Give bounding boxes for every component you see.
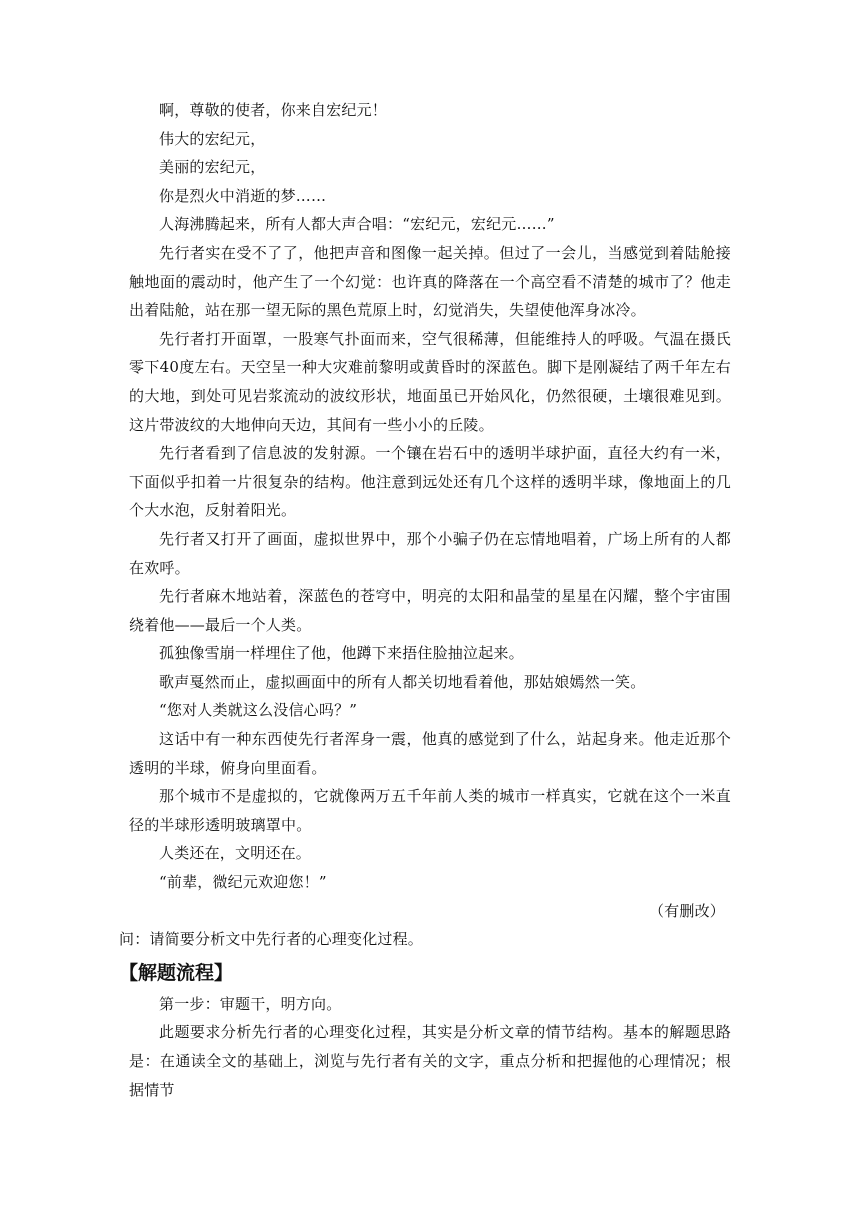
question-text: 问：请简要分析文中先行者的心理变化过程。 xyxy=(119,930,424,949)
paragraph-5: 人海沸腾起来，所有人都大声合唱：“宏纪元，宏纪元……” xyxy=(159,215,555,234)
paragraph-12: 歌声戛然而止，虚拟画面中的所有人都关切地看着他，那姑娘嫣然一笑。 xyxy=(159,672,646,691)
paragraph-17: “前辈，微纪元欢迎您！” xyxy=(159,873,327,892)
paragraph-9: 先行者又打开了画面，虚拟世界中，那个小骗子仍在忘情地唱着，广场上所有的人都在欢呼。 xyxy=(129,529,731,577)
step-1: 第一步：审题干，明方向。 xyxy=(159,994,342,1013)
paragraph-10: 先行者麻木地站着，深蓝色的苍穹中，明亮的太阳和晶莹的星星在闪耀，整个宇宙围绕着他——最后一个人类。 xyxy=(129,587,731,634)
paragraph-4: 你是烈火中消逝的梦…… xyxy=(159,186,327,205)
step-1-body: 此题要求分析先行者的心理变化过程，其实是分析文章的情节结构。基本的解题思路是：在通读全文的基础上，浏览与先行者有关的文字，重点分析和把握他的心理情况；根据情节 xyxy=(129,1023,731,1099)
paragraph-6: 先行者实在受不了了，他把声音和图像一起关掉。但过了一会儿，当感觉到着陆舱接触地面的震动时，他产生了一个幻觉：也许真的降落在一个高空看不清楚的城市了？他走出着陆舱，站在那一望无际的黑色荒原上时，幻觉消失，失望使他浑身冰冷。 xyxy=(129,243,731,320)
paragraph-8: 先行者看到了信息波的发射源。一个镶在岩石中的透明半球护面，直径大约有一米，下面似乎扣着一片很复杂的结构。他注意到远处还有几个这样的透明半球，像地面上的几个大水泡，反射着阳光。 xyxy=(129,444,731,520)
paragraph-11: 孤独像雪崩一样埋住了他，他蹲下来捂住脸抽泣起来。 xyxy=(159,644,524,663)
source-note: （有删改） xyxy=(648,901,725,920)
document-page xyxy=(119,96,731,1104)
paragraph-16: 人类还在，文明还在。 xyxy=(159,844,312,863)
section-heading: 【解题流程】 xyxy=(119,961,234,984)
paragraph-2: 伟大的宏纪元， xyxy=(159,129,266,148)
paragraph-13: “您对人类就这么没信心吗？” xyxy=(159,701,358,720)
paragraph-7: 先行者打开面罩，一股寒气扑面而来，空气很稀薄，但能维持人的呼吸。气温在摄氏零下40度左右。天空呈一种大灾难前黎明或黄昏时的深蓝色。脚下是刚凝结了两千年左右的大地，到处可见岩浆流动的波纹形状，地面虽已开始风化，仍然很硬，土壤很难见到。这片带波纹的大地伸向天边，其间有一些小小的丘陵。 xyxy=(129,329,731,434)
paragraph-14: 这话中有一种东西使先行者浑身一震，他真的感觉到了什么，站起身来。他走近那个透明的半球，俯身向里面看。 xyxy=(129,730,731,777)
paragraph-1: 啊，尊敬的使者，你来自宏纪元！ xyxy=(159,101,388,119)
paragraph-15: 那个城市不是虚拟的，它就像两万五千年前人类的城市一样真实，它就在这个一米直径的半球形透明玻璃罩中。 xyxy=(129,787,731,834)
paragraph-3: 美丽的宏纪元， xyxy=(159,158,266,177)
